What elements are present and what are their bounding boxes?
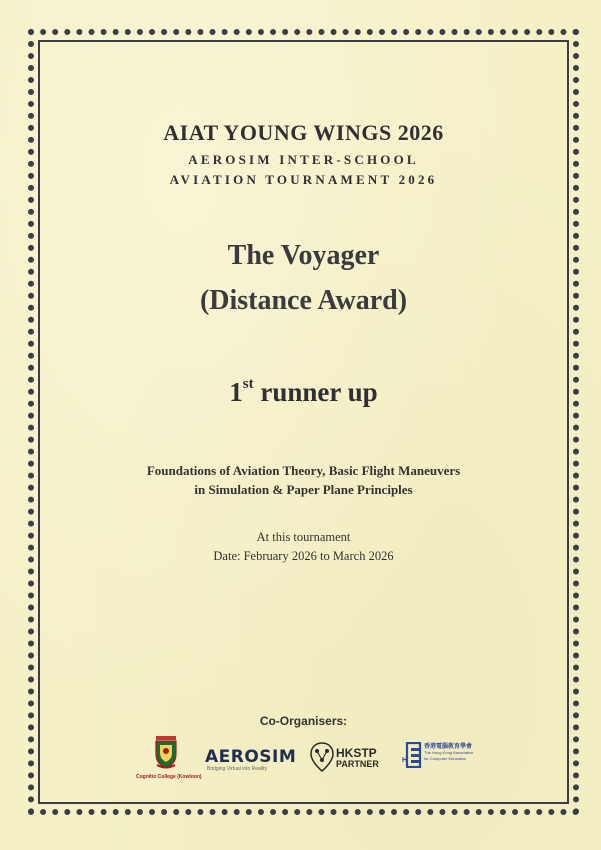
certificate-title: AIAT YOUNG WINGS 2026 [163,120,444,145]
cognitio-caption: Cognitio College (Kowloon) [136,774,202,780]
coorganisers-label: Co-Organisers: [259,714,348,728]
tournament-note: At this tournament [256,530,351,544]
school-crest-icon [153,736,179,770]
placement-suffix: st [242,376,254,392]
course-line-2: in Simulation & Paper Plane Principles [194,482,413,497]
subtitle-line-2: AVIATION TOURNAMENT 2026 [169,172,438,187]
hkstp-node-icon [310,742,334,772]
hkace-emblem-icon [402,742,422,768]
tournament-date: Date: February 2026 to March 2026 [213,549,394,563]
coorganiser-logos [40,736,567,786]
hkace-english-line-1: The Hong Kong Association [424,750,474,755]
cognitio-college-logo [136,736,202,784]
award-category: (Distance Award) [199,285,408,316]
placement-text: runner up [253,377,378,407]
aerosim-wordmark: AEROSIM [205,747,297,767]
hkace-chinese-name: 香港電腦教育學會 [424,744,473,750]
hkstp-name: HKSTP [336,746,377,760]
subtitle-line-1: AEROSIM INTER-SCHOOL [188,152,419,167]
hkace-english-line-2: for Computer Education [424,756,467,761]
certificate-content [40,42,567,802]
placement-number: 1 [229,377,243,407]
hkstp-partner-logo [310,742,388,778]
course-line-1: Foundations of Aviation Theory, Basic Flight Maneuvers [146,463,461,478]
hkstp-partner-label: PARTNER [336,759,379,769]
aerosim-logo [205,748,301,782]
aerosim-tagline: Bridging Virtual into Reality [207,766,267,772]
svg-text:H: H [402,757,408,764]
placement [40,377,567,408]
hkace-logo [402,742,502,772]
award-name: The Voyager [227,240,380,271]
